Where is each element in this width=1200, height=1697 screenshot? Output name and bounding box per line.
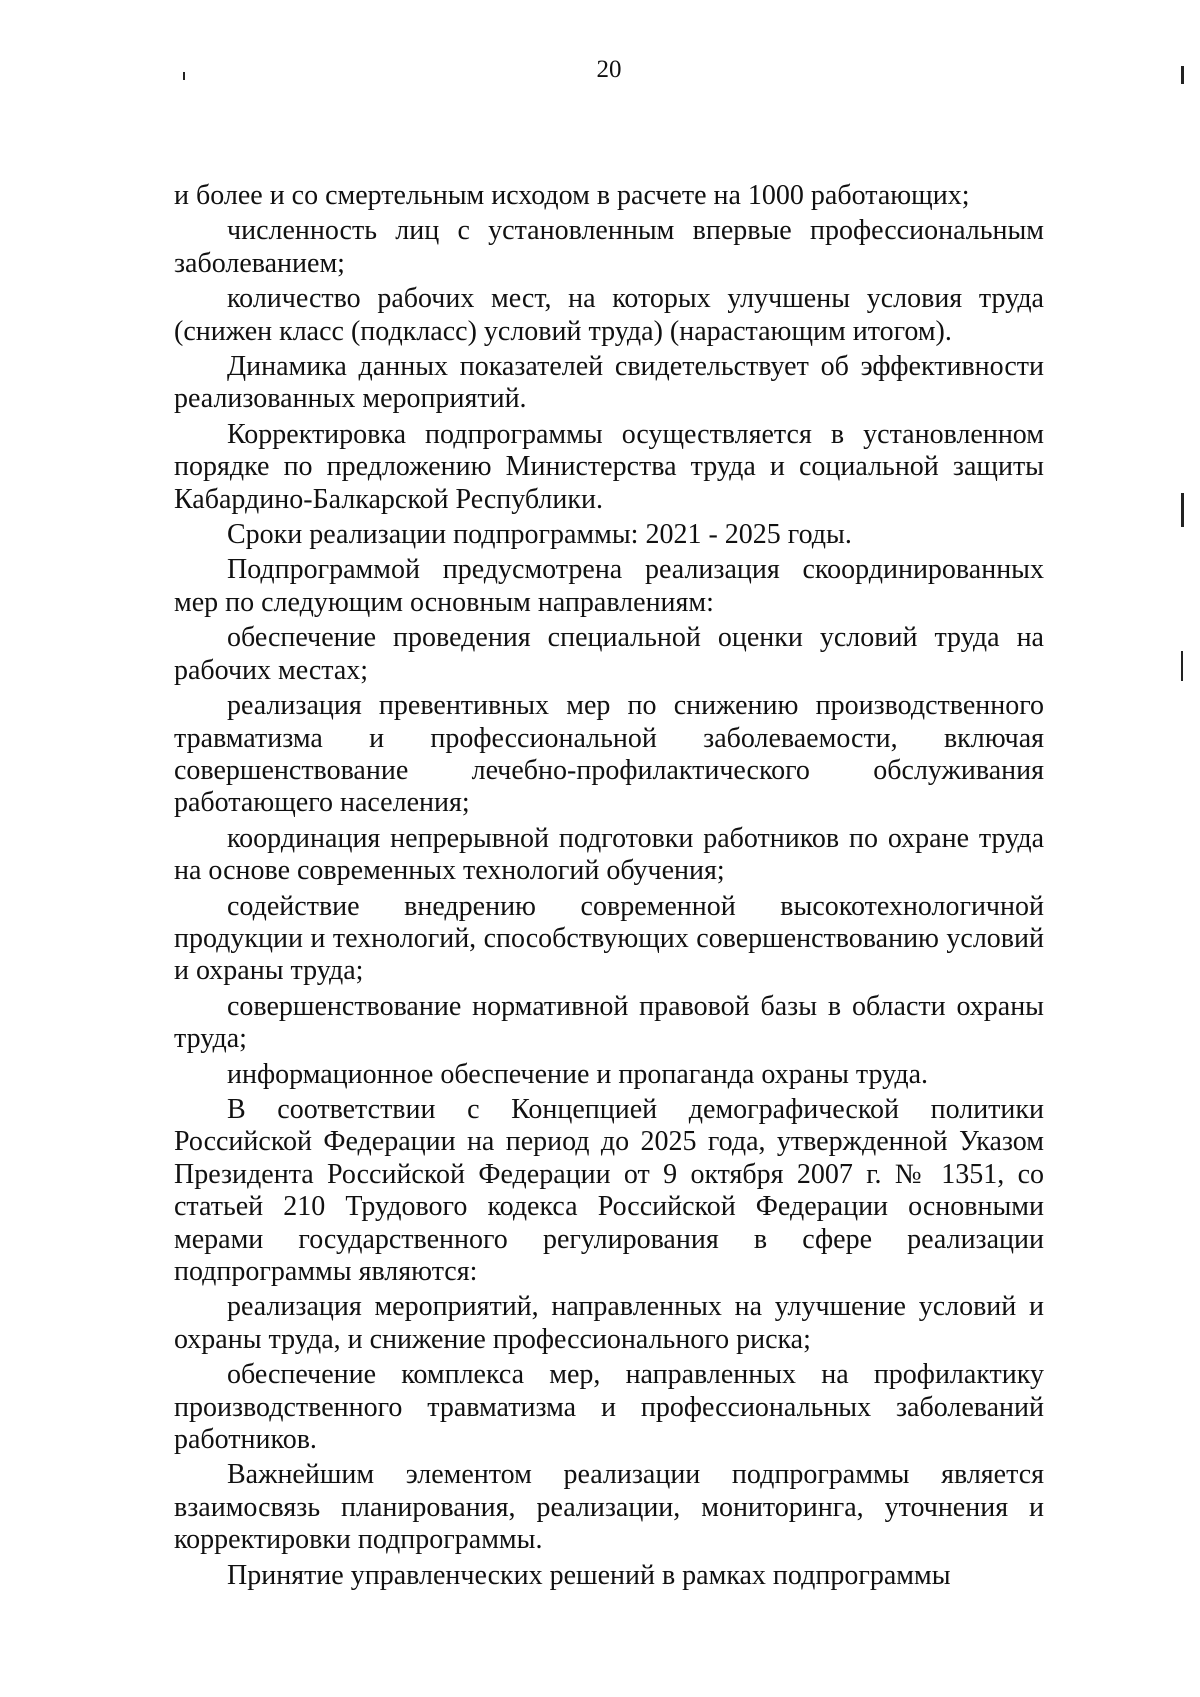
paragraph: информационное обеспечение и пропаганда охраны труда. — [227, 1058, 928, 1090]
paragraph: В соответствии с Концепцией демографической политики Российской Федерации на период до 2025 года, утвержденной Указом Президента Российской Федерации от 9 октября 2007 г. № 1351, со статьей 210 Трудового кодекса Российской Федерации основными мерами государственного регулирования в сфере реализации подпрограммы являются: — [174, 1093, 1044, 1287]
paragraph: совершенствование нормативной правовой базы в области охраны труда; — [174, 990, 1044, 1055]
paragraph: Важнейшим элементом реализации подпрограммы является взаимосвязь планирования, реализации, мониторинга, уточнения и корректировки подпрограммы. — [174, 1459, 1044, 1556]
document-body — [174, 180, 1044, 1592]
scan-mark — [183, 72, 185, 80]
paragraph: координация непрерывной подготовки работников по охране труда на основе современных технологий обучения; — [174, 822, 1044, 887]
paragraph: количество рабочих мест, на которых улучшены условия труда (снижен класс (подкласс) условий труда) (нарастающим итогом). — [174, 283, 1044, 347]
paragraph: реализация мероприятий, направленных на улучшение условий и охраны труда, и снижение профессионального риска; — [174, 1291, 1044, 1355]
paragraph: и более и со смертельным исходом в расчете на 1000 работающих; — [174, 180, 970, 211]
paragraph: Сроки реализации подпрограммы: 2021 - 2025 годы. — [227, 519, 852, 551]
scan-mark — [1181, 66, 1184, 84]
paragraph: Подпрограммой предусмотрена реализация скоординированных мер по следующим основным направлениям: — [174, 554, 1044, 618]
paragraph: содействие внедрению современной высокотехнологичной продукции и технологий, способствующих совершенствованию условий и охраны труда; — [174, 890, 1044, 987]
paragraph: обеспечение проведения специальной оценки условий труда на рабочих местах; — [174, 622, 1044, 686]
page-number: 20 — [596, 56, 622, 83]
paragraph: Динамика данных показателей свидетельствует об эффективности реализованных мероприятий. — [174, 351, 1044, 415]
paragraph: реализация превентивных мер по снижению производственного травматизма и профессиональной заболеваемости, включая совершенствование лечебно-профилактического обслуживания работающего населения; — [174, 690, 1044, 819]
paragraph: обеспечение комплекса мер, направленных на профилактику производственного травматизма и профессиональных заболеваний работников. — [174, 1359, 1044, 1456]
paragraph: численность лиц с установленным впервые профессиональным заболеванием; — [174, 215, 1044, 279]
scan-mark — [1181, 651, 1183, 681]
scan-mark — [1181, 493, 1184, 527]
paragraph: Принятие управленческих решений в рамках подпрограммы — [227, 1559, 951, 1591]
paragraph: Корректировка подпрограммы осуществляется в установленном порядке по предложению Министерства труда и социальной защиты Кабардино-Балкарской Республики. — [174, 418, 1044, 515]
